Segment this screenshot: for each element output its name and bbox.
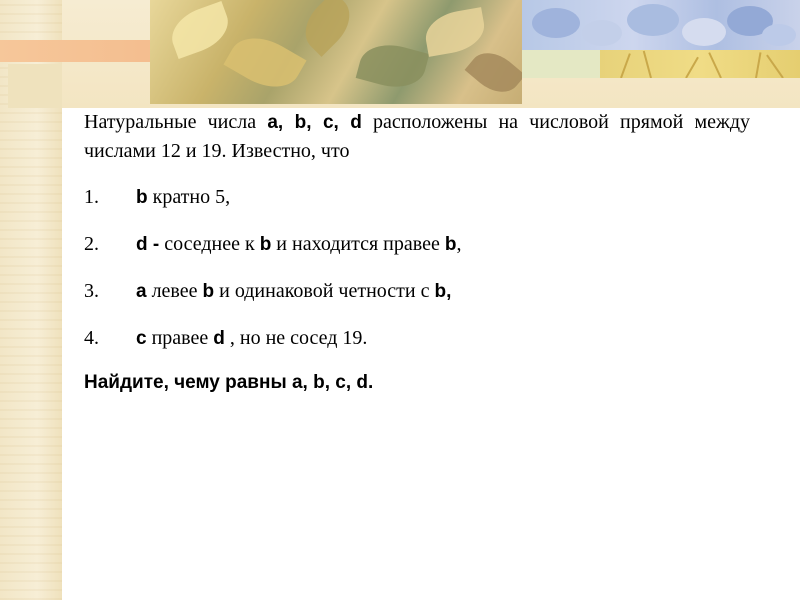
- condition-text: c правее d , но не сосед 19.: [136, 327, 368, 349]
- beige-accent-block: [8, 64, 62, 108]
- condition-3: [84, 277, 750, 306]
- condition-number: 3.: [84, 280, 99, 302]
- autumn-leaves-image: [150, 0, 522, 104]
- condition-text: d - соседнее к b и находится правее b,: [136, 233, 462, 255]
- condition-text: a левее b и одинаковой четности с b,: [136, 280, 452, 302]
- condition-2: [84, 230, 750, 259]
- intro-suffix: расположены на числовой прямой между числами 12 и 19. Известно, что: [84, 111, 751, 162]
- problem-text: [84, 108, 750, 397]
- intro-variables: a, b, c, d: [267, 112, 362, 133]
- pale-green-block: [522, 50, 600, 78]
- blue-pebbles-image: [522, 0, 800, 50]
- problem-intro: [84, 108, 750, 165]
- yellow-straw-image: [600, 50, 800, 78]
- intro-prefix: Натуральные числа: [84, 111, 268, 133]
- conditions-list: [84, 183, 750, 353]
- condition-number: 2.: [84, 233, 99, 255]
- condition-1: [84, 183, 750, 212]
- question-text: Найдите, чему равны a, b, c, d.: [84, 372, 374, 393]
- condition-number: 4.: [84, 327, 99, 349]
- condition-text: b кратно 5,: [136, 186, 231, 208]
- condition-4: [84, 324, 750, 353]
- condition-number: 1.: [84, 186, 99, 208]
